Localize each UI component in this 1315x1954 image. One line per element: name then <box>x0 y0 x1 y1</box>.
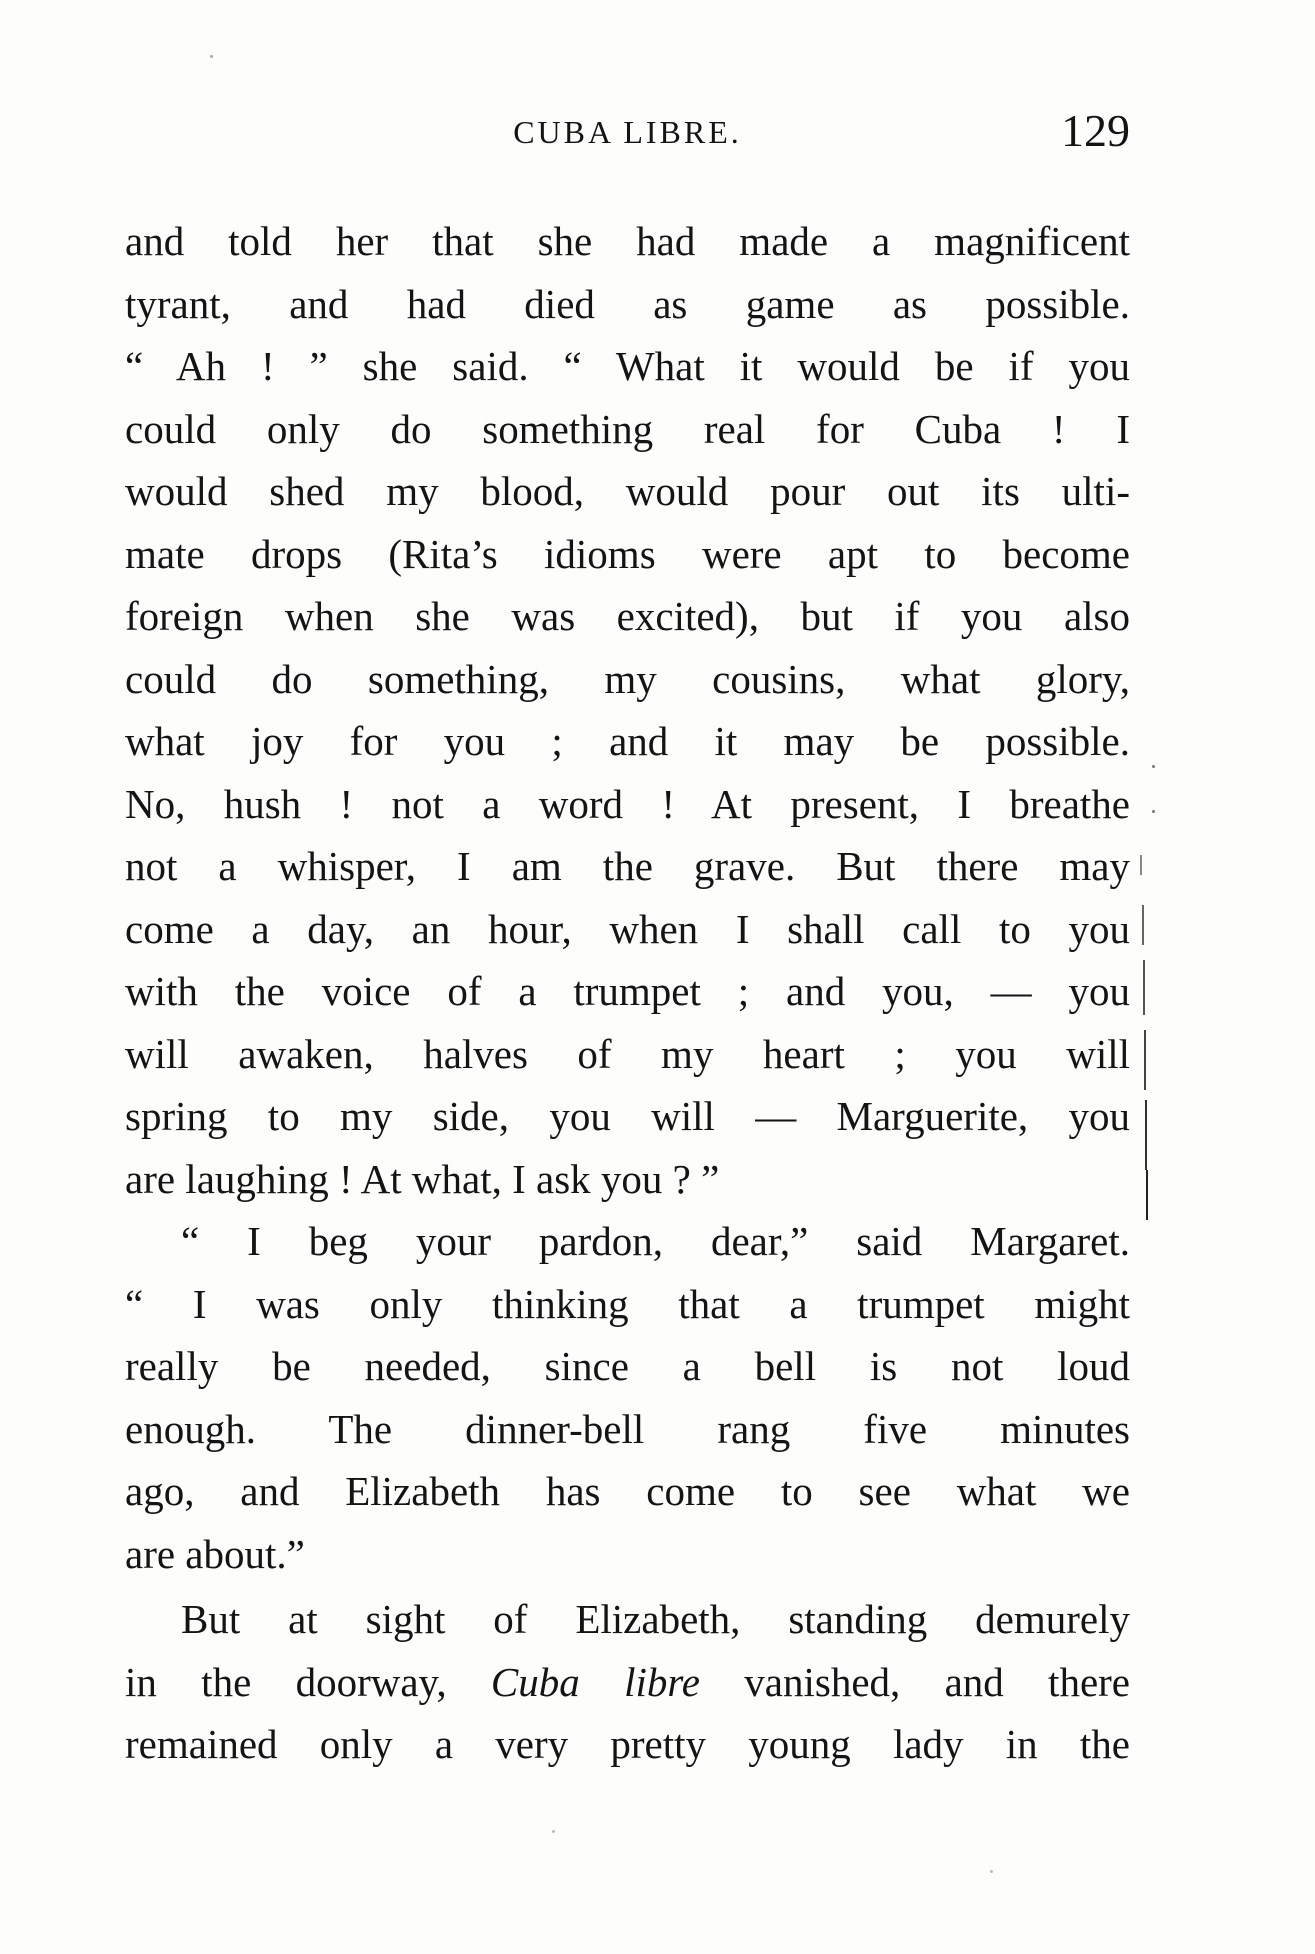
text-line: foreign when she was excited), but if you also <box>125 593 1130 639</box>
text-line: could do something, my cousins, what glory, <box>125 655 1130 702</box>
text-line: would shed my blood, would pour out its ulti- <box>125 468 1130 514</box>
text-line: spring to my side, you will — Marguerite, you <box>125 1093 1130 1139</box>
page-number: 129 <box>1061 105 1130 156</box>
text-line-with-italic <box>125 1651 1130 1714</box>
text-line: “ Ah ! ” she said. “ What it would be if you <box>125 343 1130 389</box>
text-line: not a whisper, I am the grave. But there may <box>125 843 1130 889</box>
margin-mark <box>1145 1100 1147 1170</box>
scan-speck <box>1152 765 1155 768</box>
text-line: come a day, an hour, when I shall call to you <box>125 905 1130 952</box>
text-fragment: vanished, and there <box>744 1658 1131 1705</box>
text-line: But at sight of Elizabeth, standing demurely <box>181 1596 1130 1642</box>
text-line: with the voice of a trumpet ; and you, — you <box>125 968 1130 1014</box>
text-line: what joy for you ; and it may be possible. <box>125 718 1130 764</box>
running-head: CUBA LIBRE. <box>513 114 742 150</box>
text-line: ago, and Elizabeth has come to see what we <box>125 1468 1130 1514</box>
text-line: really be needed, since a bell is not loud <box>125 1343 1130 1389</box>
text-line: are about.” <box>125 1530 305 1577</box>
page-header <box>125 100 1130 160</box>
scan-speck <box>1152 810 1155 813</box>
margin-mark <box>1144 1030 1146 1090</box>
scan-speck <box>552 1830 555 1833</box>
margin-mark <box>1140 855 1142 875</box>
text-line: mate drops (Rita’s idioms were apt to become <box>125 530 1130 577</box>
text-line: and told her that she had made a magnificent <box>125 218 1130 264</box>
text-line: “ I was only thinking that a trumpet might <box>125 1280 1130 1327</box>
text-fragment: in the doorway, <box>125 1658 447 1705</box>
italic-phrase: Cuba libre <box>490 1658 700 1705</box>
text-line: could only do something real for Cuba ! I <box>125 405 1130 452</box>
text-line: enough. The dinner-bell rang five minutes <box>125 1405 1130 1452</box>
text-line: will awaken, halves of my heart ; you will <box>125 1030 1130 1077</box>
text-line: remained only a very pretty young lady in the <box>125 1721 1130 1767</box>
scan-speck <box>990 1870 993 1873</box>
scan-speck <box>210 55 213 58</box>
margin-mark <box>1143 960 1145 1015</box>
body-text <box>125 210 1130 1776</box>
margin-mark <box>1142 905 1144 945</box>
margin-mark <box>1146 1170 1148 1220</box>
text-line: are laughing ! At what, I ask you ? ” <box>125 1155 720 1202</box>
text-line: No, hush ! not a word ! At present, I breathe <box>125 780 1130 827</box>
text-line: tyrant, and had died as game as possible. <box>125 280 1130 327</box>
text-line: “ I beg your pardon, dear,” said Margaret. <box>181 1218 1130 1264</box>
